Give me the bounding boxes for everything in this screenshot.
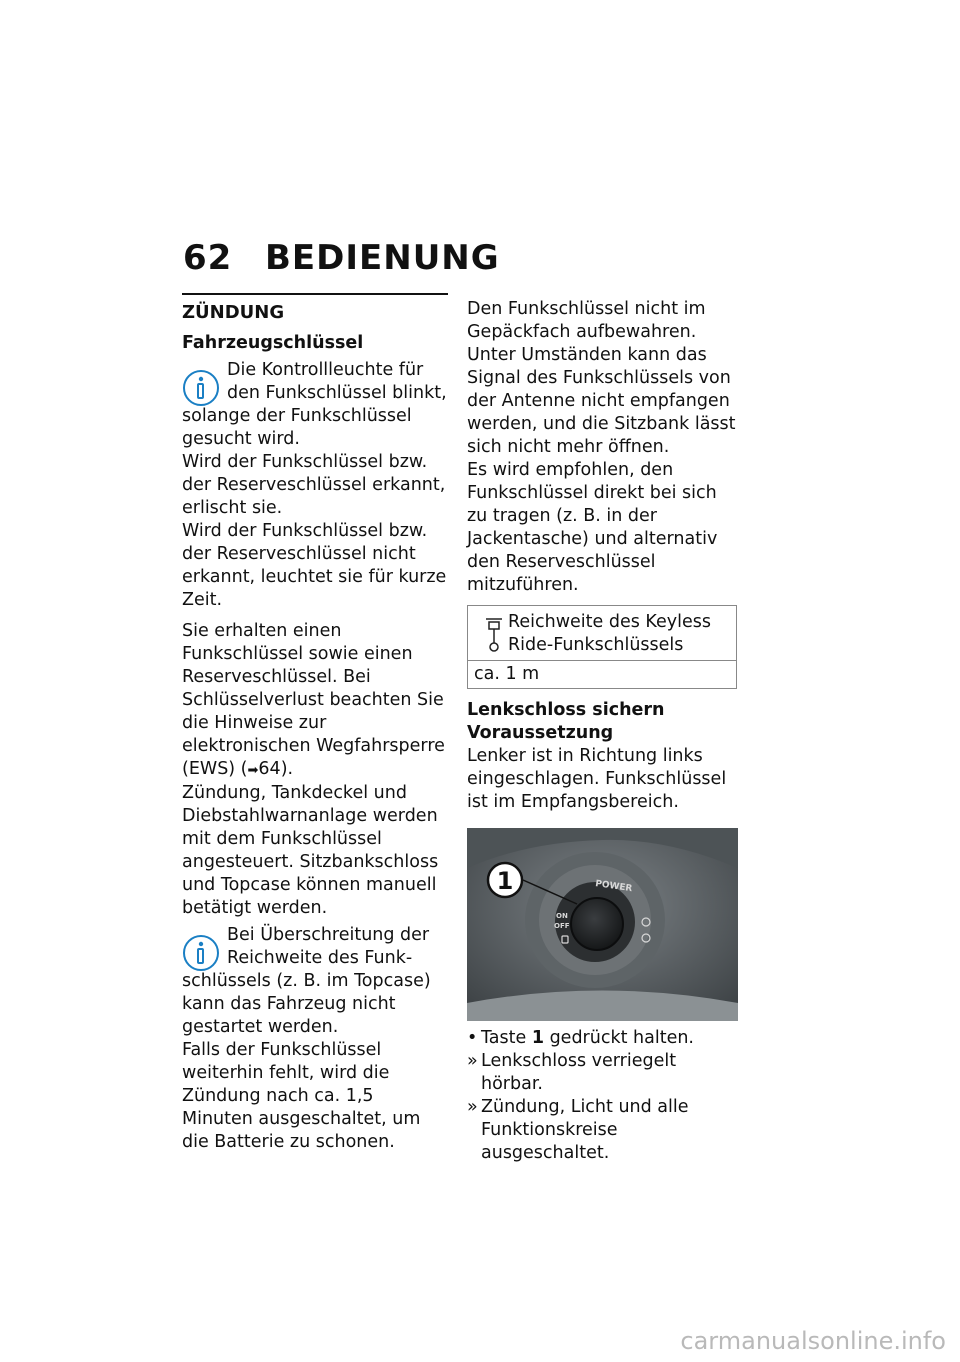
- paragraph: Es wird empfohlen, den Funkschlüssel direkt bei sich zu tragen (z. B. in der Jackentasche) und alternativ den Reserveschlüssel mitzuführen.: [467, 460, 718, 595]
- off-label: OFF: [554, 922, 570, 930]
- paragraph: Falls der Funkschlüssel weiterhin fehlt, wird die Zündung nach ca. 1,5 Minuten ausgeschaltet, um die Batterie zu schonen.: [182, 1040, 421, 1152]
- right-column: [467, 298, 737, 1165]
- subsection-title: Fahrzeugschlüssel: [182, 333, 364, 353]
- section-title: ZÜNDUNG: [182, 302, 285, 323]
- power-label: POWER: [594, 879, 633, 895]
- spec-header: [468, 606, 736, 661]
- left-column: [182, 293, 448, 1154]
- spec-table: [467, 605, 737, 689]
- note-text-rest: schlüssels (z. B. im Topcase) kann das Fahrzeug nicht gestartet werden.: [182, 971, 431, 1037]
- note-text-first: Bei Überschreitung der Reichweite des Funk-: [227, 925, 430, 968]
- paragraph: Zündung, Tankdeckel und Diebstahlwarnanlage werden mit dem Funkschlüssel angesteuert. Sitzbankschloss und Topcase können manuell betätigt werden.: [182, 783, 439, 918]
- note-text-first: Die Kontrollleuchte für den Funkschlüssel blinkt,: [227, 360, 447, 403]
- spec-value: ca. 1 m: [474, 664, 540, 684]
- info-icon: [182, 934, 220, 972]
- info-icon: [182, 369, 220, 407]
- spec-label: Reichweite des Keyless Ride-Funkschlüssels: [508, 612, 711, 655]
- paragraph: Unter Umständen kann das Signal des Funkschlüssels von der Antenne nicht empfangen werden, und die Sitzbank lässt sich nicht mehr öffnen.: [467, 345, 736, 457]
- ignition-button-photo: [467, 828, 738, 1021]
- steps-list: [467, 1027, 737, 1165]
- page-reference-link[interactable]: 64: [258, 759, 281, 779]
- paragraph: Wird der Funkschlüssel bzw. der Reserveschlüssel nicht erkannt, leuchtet sie für kurze Zeit.: [182, 521, 447, 610]
- paragraph: Wird der Funkschlüssel bzw. der Reserveschlüssel erkannt, erlischt sie.: [182, 452, 446, 518]
- on-label: ON: [556, 912, 568, 920]
- list-item: » Lenkschloss verriegelt hörbar.: [467, 1051, 677, 1094]
- paragraph-text: Sie erhalten einen Funkschlüssel sowie einen Reserveschlüssel. Bei Schlüsselverlust beachten Sie die Hinweise zur elektronischen Wegfahrsperre (EWS) (: [182, 621, 445, 779]
- prerequisite-title: Voraussetzung: [467, 723, 614, 743]
- procedure-title: Lenkschloss sichern: [467, 700, 665, 720]
- key-range-icon: [480, 617, 508, 653]
- page-number: 62: [183, 238, 233, 278]
- paragraph: Den Funkschlüssel nicht im Gepäckfach aufbewahren.: [467, 299, 706, 342]
- info-note: [182, 359, 448, 451]
- info-note: [182, 924, 448, 1039]
- note-text-rest: solange der Funkschlüssel gesucht wird.: [182, 406, 412, 449]
- chapter-title: BEDIENUNG: [265, 238, 500, 278]
- watermark: carmanualsonline.info: [680, 1327, 946, 1355]
- list-item: • Taste 1 gedrückt halten.: [467, 1028, 694, 1048]
- callout-number: 1: [496, 867, 514, 895]
- prerequisite-text: Lenker ist in Richtung links eingeschlagen. Funkschlüssel ist im Empfangsbereich.: [467, 746, 727, 812]
- page-header: [183, 238, 500, 278]
- list-item: » Zündung, Licht und alle Funktionskreise ausgeschaltet.: [467, 1097, 689, 1163]
- paragraph-end: ).: [280, 759, 294, 779]
- section-divider: [182, 293, 448, 295]
- page-ref-arrow-icon: ➡: [247, 763, 259, 778]
- paragraph: [182, 620, 448, 782]
